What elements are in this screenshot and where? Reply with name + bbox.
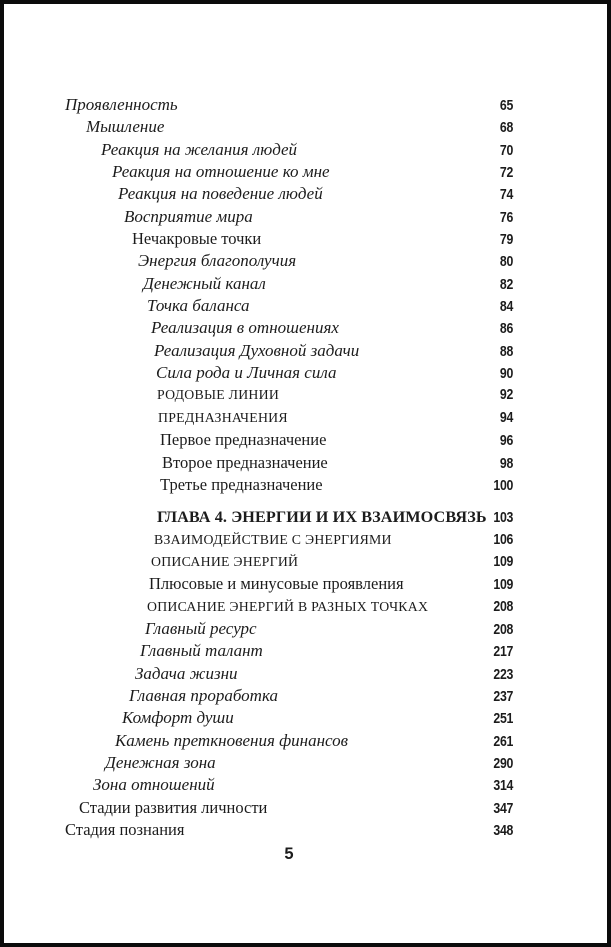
toc-entry (65, 506, 513, 528)
toc-entry (65, 273, 513, 295)
toc-entry (65, 551, 513, 573)
toc-entry-page: 82 (499, 275, 513, 293)
toc-entry-label: Первое предназначение (160, 430, 327, 450)
toc-entry-label: Главный ресурс (145, 618, 257, 638)
toc-entry-label: Плюсовые и минусовые проявления (149, 574, 404, 594)
toc-entry (65, 474, 513, 496)
toc-entry (65, 250, 513, 272)
toc-entry (65, 317, 513, 339)
toc-entry-page: 80 (499, 253, 513, 271)
toc-entry (65, 596, 513, 618)
toc-entry-label: Реализация Духовной задачи (154, 340, 360, 360)
toc-entry-label: Нечакровые точки (132, 229, 262, 249)
toc-entry-label: Проявленность (65, 95, 178, 114)
toc-entry-page: 100 (493, 476, 513, 494)
toc-entry-page: 88 (499, 342, 513, 360)
toc-entry-page: 208 (493, 597, 513, 615)
toc-entry (65, 819, 513, 841)
toc-entry-page: 109 (493, 576, 513, 594)
toc-entry-page: 109 (493, 552, 513, 570)
toc-entry (65, 752, 513, 774)
toc-entry-page: 79 (499, 231, 513, 249)
toc-entry-page: 208 (493, 620, 513, 638)
toc-entry-label: Денежный канал (143, 273, 266, 293)
toc-entry (65, 685, 513, 707)
toc-entry (65, 797, 513, 819)
page-number: 5 (284, 845, 294, 863)
toc-entry (65, 94, 513, 116)
toc-entry (65, 384, 513, 406)
toc-entry-label: Энергия благополучия (138, 251, 297, 271)
table-of-contents (65, 94, 513, 841)
toc-entry (65, 206, 513, 228)
toc-entry (65, 452, 513, 474)
toc-entry-label: Денежная зона (105, 752, 216, 772)
toc-entry (65, 340, 513, 362)
toc-entry (65, 139, 513, 161)
toc-entry-page: 290 (493, 754, 513, 772)
toc-entry (65, 407, 513, 429)
toc-entry-label: Реализация в отношениях (151, 318, 339, 338)
toc-entry-page: 74 (499, 186, 513, 204)
toc-entry (65, 618, 513, 640)
toc-entry-label: Второе предназначение (162, 452, 328, 472)
toc-entry-page: 223 (493, 665, 513, 683)
toc-entry-label: РОДОВЫЕ ЛИНИИ (157, 387, 280, 403)
toc-entry (65, 116, 513, 138)
toc-entry-label: Стадия познания (65, 820, 185, 839)
toc-entry-label: Реакция на поведение людей (118, 184, 323, 204)
toc-entry (65, 362, 513, 384)
toc-entry-label: ГЛАВА 4. ЭНЕРГИИ И ИХ ВЗАИМОСВЯЗЬ (157, 508, 487, 527)
toc-entry-page: 96 (499, 432, 513, 450)
toc-entry-label: Комфорт души (122, 708, 234, 728)
toc-entry-page: 98 (499, 454, 513, 472)
toc-entry-label: Мышление (86, 117, 165, 137)
toc-entry (65, 295, 513, 317)
toc-entry (65, 183, 513, 205)
toc-entry-label: Восприятие мира (124, 206, 253, 226)
toc-entry-label: Камень преткновения финансов (115, 730, 349, 750)
toc-entry-label: ОПИСАНИЕ ЭНЕРГИЙ (151, 553, 299, 569)
toc-entry (65, 730, 513, 752)
toc-entry-label: Главная проработка (129, 685, 278, 705)
toc-entry-page: 92 (499, 386, 513, 404)
toc-entry-page: 65 (499, 97, 513, 114)
toc-entry-page: 261 (493, 732, 513, 750)
toc-entry (65, 161, 513, 183)
toc-entry-label: Третье предназначение (160, 474, 323, 494)
toc-entry-page: 76 (499, 208, 513, 226)
toc-entry-label: Главный талант (140, 641, 263, 661)
toc-entry (65, 774, 513, 796)
toc-entry-page: 106 (493, 530, 513, 548)
toc-entry-label: ПРЕДНАЗНАЧЕНИЯ (158, 409, 288, 425)
toc-entry (65, 228, 513, 250)
toc-entry-page: 103 (493, 509, 513, 527)
toc-entry-page: 217 (493, 643, 513, 661)
toc-entry-page: 348 (493, 822, 513, 839)
toc-entry-label: Зона отношений (93, 775, 215, 795)
toc-entry (65, 429, 513, 451)
toc-entry (65, 573, 513, 595)
toc-entry-label: Сила рода и Личная сила (156, 363, 337, 383)
toc-entry (65, 663, 513, 685)
toc-entry-page: 86 (499, 320, 513, 338)
toc-entry (65, 640, 513, 662)
toc-entry-page: 70 (499, 141, 513, 159)
toc-entry-page: 68 (499, 119, 513, 137)
toc-entry-page: 84 (499, 298, 513, 316)
toc-entry-page: 251 (493, 710, 513, 728)
toc-entry-page: 90 (499, 365, 513, 383)
toc-entry-page: 314 (493, 777, 513, 795)
toc-entry (65, 707, 513, 729)
toc-entry-label: Точка баланса (147, 296, 250, 316)
toc-entry-page: 94 (499, 408, 513, 426)
toc-entry-page: 347 (493, 799, 513, 817)
toc-entry-label: Реакция на отношение ко мне (112, 162, 330, 182)
toc-entry-label: Стадии развития личности (79, 797, 268, 817)
toc-entry (65, 529, 513, 551)
toc-entry-page: 72 (499, 164, 513, 182)
toc-entry-label: ОПИСАНИЕ ЭНЕРГИЙ В РАЗНЫХ ТОЧКАХ (147, 598, 429, 614)
toc-entry-page: 237 (493, 687, 513, 705)
toc-entry-label: ВЗАИМОДЕЙСТВИЕ С ЭНЕРГИЯМИ (154, 531, 392, 547)
toc-entry-label: Задача жизни (135, 663, 238, 683)
toc-entry-label: Реакция на желания людей (101, 139, 298, 159)
